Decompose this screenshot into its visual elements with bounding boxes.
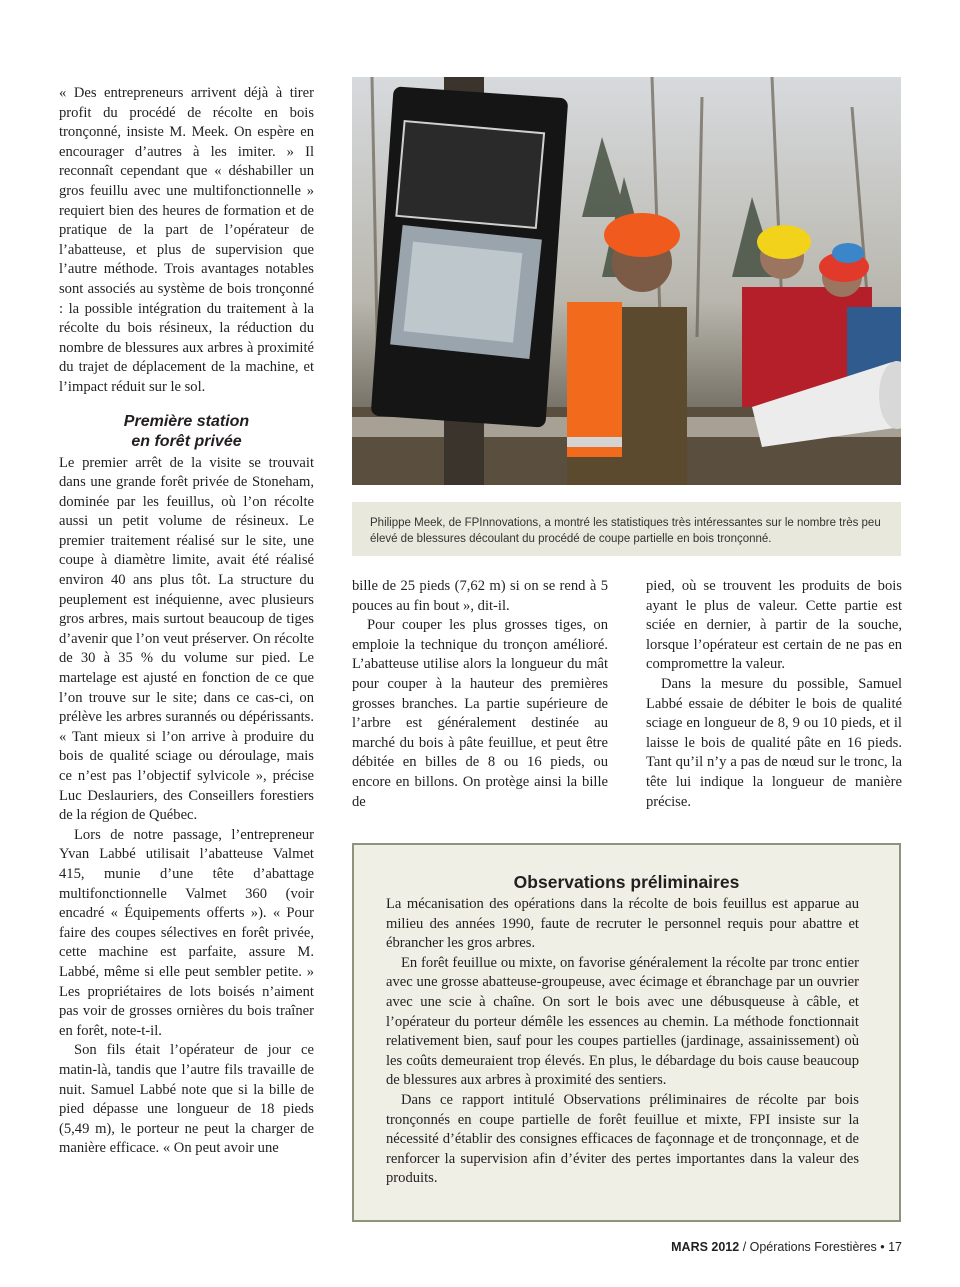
sidebar-box — [352, 843, 901, 1222]
photo-caption: Philippe Meek, de FPInnovations, a montré les statistiques très intéressantes sur le nombre très peu élevé de blessures découlant du procédé de coupe partielle en bois tronçonné. — [370, 517, 881, 545]
column2-paragraph: bille de 25 pieds (7,62 m) si on se rend à 5 pouces au fin bout », dit-il. — [352, 578, 608, 614]
sidebar-paragraph: La mécanisation des opérations dans la récolte de bois feuillus est apparue au milieu des années 1990, faute de recruter le personnel requis pour abattre et ébrancher les gros arbres. — [386, 896, 859, 952]
column1-paragraph: Le premier arrêt de la visite se trouvait dans une grande forêt privée de Stoneham, dominée par les feuillus, où l’on récolte aussi un petit volume de résineux. Le premier traitement réalisé sur le site, une coupe à diamètre limite, avait été réalisé environ 40 ans plus tôt. La structure du peuplement est inéquienne, avec plusieurs gros arbres, mais surtout beaucoup de tiges d’avenir que l’on veut préserver. On récolte de 30 à 35 % du volume sur pied. Le martelage est ajusté en fonction de ce que l’on trouve sur le site; dans ce cas-ci, on prélève les arbres surannés ou dépérissants. « Tant mieux si l’on arrive à produire du bois de qualité sciage ou déroulage, mais ce n’est pas l’objectif sylvicole », précise Luc Deslauriers, des Conseillers forestiers de la région de Québec. — [59, 454, 314, 824]
article-column-2 — [352, 577, 608, 812]
article-column-1 — [59, 84, 314, 1159]
sidebar-paragraph: En forêt feuillue ou mixte, on favorise généralement la récolte par tronc entier avec une grosse abatteuse-groupeuse, avec écimage et ébranchage par un ouvrier avec une scie à chaîne. On sort le bois avec une débusqueuse à câble, et l’opérateur du porteur démêle les essences au chemin. La méthode fonctionnait relativement bien, sauf pour les coupes partielles (jardinage, assainissement) où les coûts demeuraient trop élevés. En plus, le débardage du bois cause beaucoup de blessures aux arbres à proximité des sentiers. — [386, 954, 859, 1089]
section-heading — [59, 412, 314, 452]
column3-paragraph: pied, où se trouvent les produits de bois ayant le plus de valeur. Cette partie est sciée en dernier, à partir de la souche, lorsque l’opérateur est certain de ne pas en compromettre la valeur. — [646, 578, 902, 673]
column1-paragraph: Lors de notre passage, l’entrepreneur Yvan Labbé utilisait l’abatteuse Valmet 415, munie d’une tête d’abattage multifonctionnelle Valmet 360 (voir encadré « Équipements offerts »). « Pour faire des coupes sélectives en forêt privée, cette machine est parfaite, assure M. Labbé, même si elle peut sembler petite. » Les propriétaires de lots boisés n’aiment pas voir de grosses ornières du bois traîner en forêt, note-t-il. — [59, 826, 314, 1039]
column1-intro: « Des entrepreneurs arrivent déjà à tirer profit du procédé de récolte en bois tronçonné, insiste M. Meek. On espère en encourager d’autres à les imiter. » Il reconnaît cependant que « déshabiller un gros feuillu avec une multifonctionnelle » requiert bien des heures de formation et de pratique de la part de l’opérateur de l’abatteuse, et plus de supervision que l’autre méthode. Trois avantages notables sont associés au système de bois tronçonné : la possible intégration du traitement à la récolte du bois résineux, la réduction du nombre de blessures aux arbres à proximité du trajet de déplacement de la machine, et l’impact réduit sur le sol. — [59, 85, 314, 395]
article-column-3 — [646, 577, 902, 812]
footer-issue: MARS 2012 — [671, 1240, 740, 1254]
forest-scene-illustration — [352, 77, 901, 485]
article-photo — [352, 77, 901, 485]
sidebar-body — [386, 895, 859, 1189]
sidebar-title: Observations préliminaires — [513, 872, 740, 892]
column1-paragraph: Son fils était l’opérateur de jour ce matin-là, tandis que l’autre fils travaille de nuit. Samuel Labbé note que si la bille de pied dépasse une longueur de 18 pieds (5,49 m), le porteur ne peut la charger de manière efficace. « On peut avoir une — [59, 1042, 314, 1157]
page-footer — [671, 1240, 902, 1254]
column2-paragraph: Pour couper les plus grosses tiges, on emploie la technique du tronçon amélioré. L’abatteuse utilise alors la longueur du mât pour couper à la hauteur des premières grosses branches. La partie supérieure de l’arbre est généralement destinée au marché du bois à pâte feuillue, et peut être débitée en billes de 8 ou 16 pieds, ou encore en billons. On protège ainsi la bille de — [352, 617, 608, 810]
section-heading-line1: Première station — [123, 412, 250, 430]
footer-publication: / Opérations Forestières • 17 — [739, 1240, 902, 1254]
section-heading-line2: en forêt privée — [131, 432, 242, 450]
photo-caption-box — [352, 502, 901, 556]
column3-paragraph: Dans la mesure du possible, Samuel Labbé essaie de débiter le bois de qualité sciage en longueur de 8, 9 ou 10 pieds, et il laisse le bois de qualité pâte en 16 pieds. Tant qu’il n’y a pas de nœud sur le tronc, la tête lui indique la longueur de manière précise. — [646, 675, 902, 810]
sidebar-paragraph: Dans ce rapport intitulé Observations préliminaires de récolte par bois tronçonnés en coupe partielle de forêt feuillue et mixte, FPI insiste sur la nécessité d’établir des consignes efficaces de façonnage et de tronçonnage, et de renforcer la supervision afin d’éviter des pertes importantes dans la valeur des produits. — [386, 1091, 859, 1187]
